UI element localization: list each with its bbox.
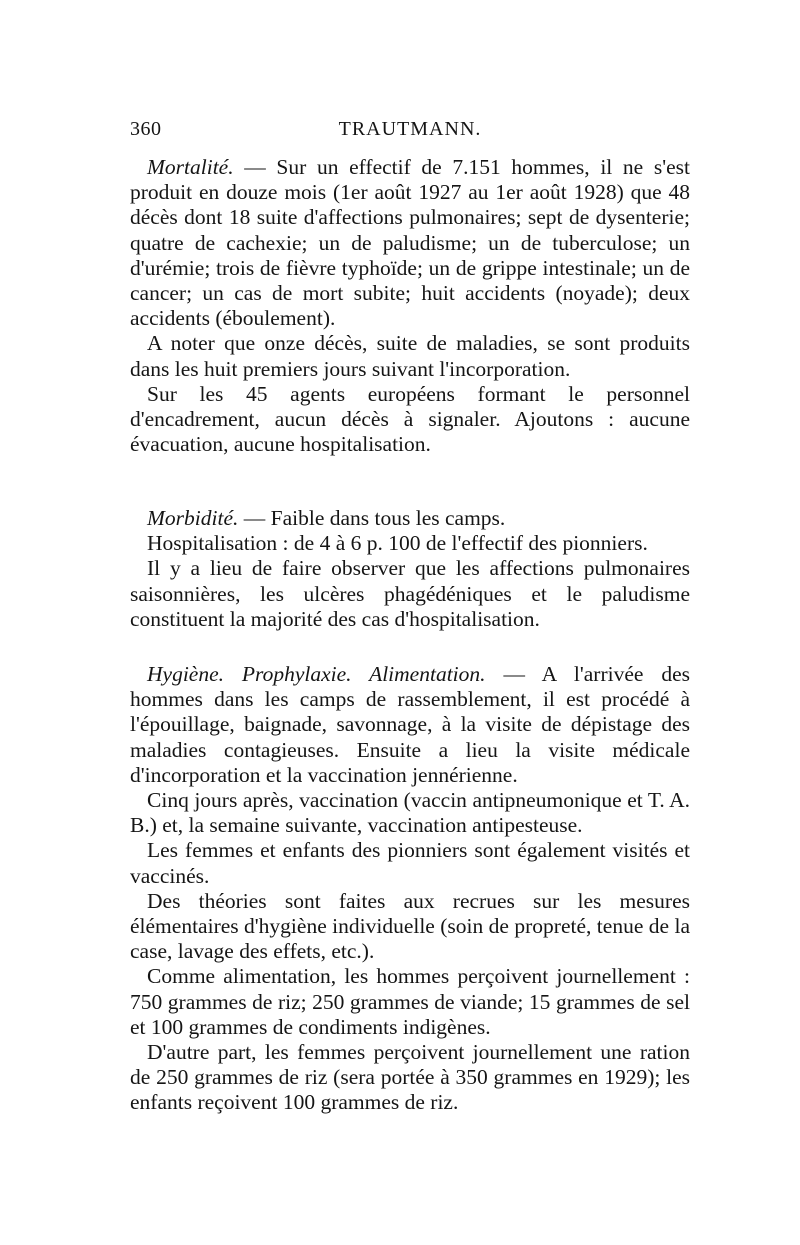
paragraph: Cinq jours après, vaccination (vaccin antipneumonique et T. A. B.) et, la semaine suivante, vaccination antipesteuse. xyxy=(130,788,690,838)
paragraph: Hospitalisation : de 4 à 6 p. 100 de l'effectif des pionniers. xyxy=(147,531,648,556)
running-head: TRAUTMANN. xyxy=(338,118,482,140)
paragraph-text: — A l'arrivée des hommes dans les camps de rassemblement, il est procédé à l'épouillage, baignade, savonnage, à la visite de dépistage des maladies contagieuses. Ensuite a lieu la visite médicale d'incorporation et la vaccination jennérienne. xyxy=(130,662,690,787)
paragraph: Les femmes et enfants des pionniers sont également visités et vaccinés. xyxy=(130,838,690,888)
paragraph: D'autre part, les femmes perçoivent journellement une ration de 250 grammes de riz (sera portée à 350 grammes en 1929); les enfants reçoivent 100 grammes de riz. xyxy=(130,1040,690,1115)
paragraph-text: — Sur un effectif de 7.151 hommes, il ne s'est produit en douze mois (1er août 1927 au 1er août 1928) que 48 décès dont 18 suite d'affections pulmonaires; sept de dysenterie; quatre de cachexie; un de paludisme; un de tuberculose; un d'urémie; trois de fièvre typhoïde; un de grippe intestinale; un de cancer; un cas de mort subite; huit accidents (noyade); deux accidents (éboulement). xyxy=(130,155,690,331)
paragraph xyxy=(130,506,690,531)
section-heading: Mortalité. xyxy=(147,155,234,179)
section-hygiene xyxy=(130,662,690,1116)
paragraph: Des théories sont faites aux recrues sur les mesures élémentaires d'hygiène individuelle (soin de propreté, tenue de la case, lavage des effets, etc.). xyxy=(130,888,690,964)
section-mortalite xyxy=(130,155,690,457)
page-header xyxy=(130,118,690,146)
paragraph: A noter que onze décès, suite de maladies, se sont produits dans les huit premiers jours suivant l'incorporation. xyxy=(130,331,690,381)
paragraph: Il y a lieu de faire observer que les affections pulmonaires saisonnières, les ulcères phagédéniques et le paludisme constituent la majorité des cas d'hospitalisation. xyxy=(130,556,690,631)
section-morbidite xyxy=(130,506,690,632)
paragraph: Comme alimentation, les hommes perçoivent journellement : 750 grammes de riz; 250 grammes de viande; 15 grammes de sel et 100 grammes de condiments indigènes. xyxy=(130,964,690,1039)
paragraph-text: — Faible dans tous les camps. xyxy=(238,506,506,530)
paragraph: Sur les 45 agents européens formant le personnel d'encadrement, aucun décès à signaler. Ajoutons : aucune évacuation, aucune hospitalisation. xyxy=(130,381,690,457)
page-number: 360 xyxy=(130,118,162,140)
section-heading: Morbidité. xyxy=(147,506,239,530)
paragraph xyxy=(130,155,690,331)
section-heading: Hygiène. Prophylaxie. Alimentation. xyxy=(147,662,486,686)
paragraph xyxy=(130,662,690,788)
